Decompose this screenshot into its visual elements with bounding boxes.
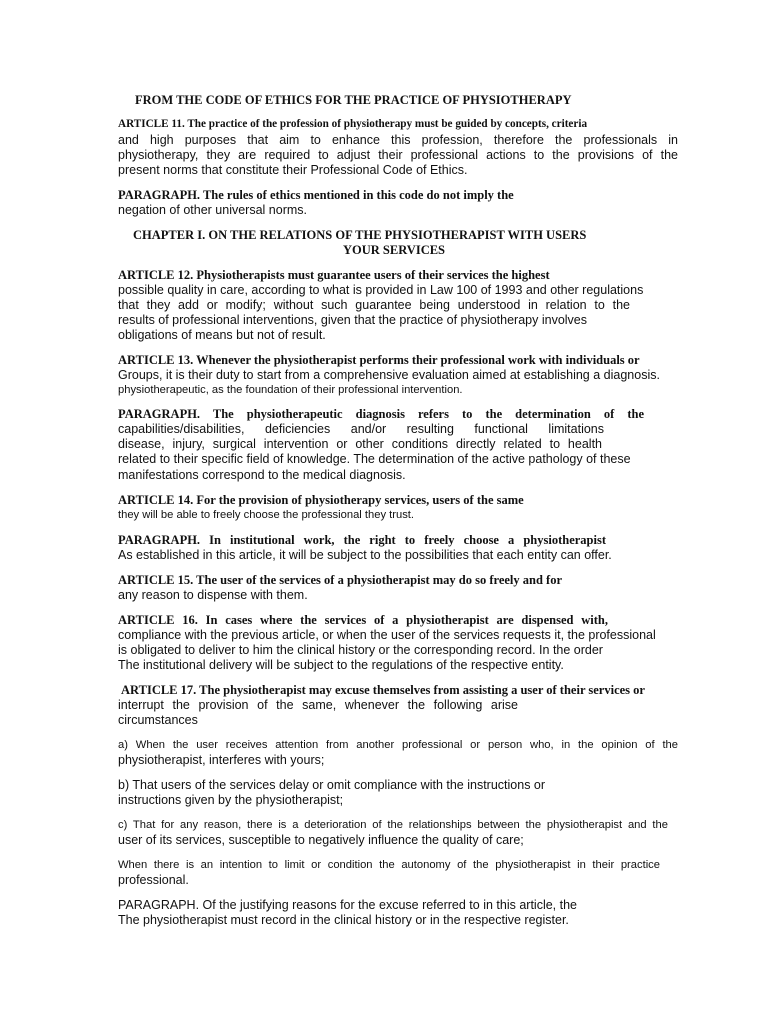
article-12-line: that they add or modify; without such guarantee being understood in relation to the bbox=[118, 298, 630, 312]
document-title: FROM THE CODE OF ETHICS FOR THE PRACTICE OF PHYSIOTHERAPY bbox=[135, 93, 572, 107]
article-12-line: results of professional interventions, given that the practice of physiotherapy involves bbox=[118, 313, 588, 327]
list-item-c: c) That for any reason, there is a deterioration of the relationships between the physiotherapist and the bbox=[118, 819, 668, 831]
paragraph-17-line: The physiotherapist must record in the clinical history or in the respective register. bbox=[118, 913, 569, 927]
article-17-line: circumstances bbox=[118, 713, 198, 727]
article-13-line: Groups, it is their duty to start from a comprehensive evaluation aimed at establishing a diagnosis. bbox=[118, 368, 660, 382]
article-17-line: interrupt the provision of the same, whenever the following arise bbox=[118, 698, 518, 712]
list-item-b: instructions given by the physiotherapist; bbox=[118, 793, 344, 807]
paragraph-11-line: PARAGRAPH. The rules of ethics mentioned in this code do not imply the bbox=[118, 188, 514, 202]
paragraph-17-line: PARAGRAPH. Of the justifying reasons for the excuse referred to in this article, the bbox=[118, 898, 577, 912]
article-11-line: ARTICLE 11. The practice of the profession of physiotherapy must be guided by concepts, criteria bbox=[118, 118, 588, 130]
paragraph-13-line: disease, injury, surgical intervention or other conditions directly related to health bbox=[118, 437, 602, 451]
list-item-d: When there is an intention to limit or condition the autonomy of the physiotherapist in their practice bbox=[118, 859, 660, 871]
article-12-line: ARTICLE 12. Physiotherapists must guarantee users of their services the highest bbox=[118, 268, 550, 282]
article-14-line: they will be able to freely choose the professional they trust. bbox=[118, 509, 415, 521]
chapter-heading: YOUR SERVICES bbox=[343, 243, 446, 257]
list-item-a: physiotherapist, interferes with yours; bbox=[118, 753, 325, 767]
article-13-line: physiotherapeutic, as the foundation of their professional intervention. bbox=[118, 384, 463, 396]
paragraph-11-line: negation of other universal norms. bbox=[118, 203, 307, 217]
article-13-line: ARTICLE 13. Whenever the physiotherapist performs their professional work with individuals or bbox=[118, 353, 640, 367]
list-item-b: b) That users of the services delay or omit compliance with the instructions or bbox=[118, 778, 546, 792]
article-12-line: possible quality in care, according to what is provided in Law 100 of 1993 and other regulations bbox=[118, 283, 644, 297]
article-15-line: ARTICLE 15. The user of the services of a physiotherapist may do so freely and for bbox=[118, 573, 563, 587]
article-16-line: The institutional delivery will be subject to the regulations of the respective entity. bbox=[118, 658, 564, 672]
article-14-line: ARTICLE 14. For the provision of physiotherapy services, users of the same bbox=[118, 493, 524, 507]
chapter-heading: CHAPTER I. ON THE RELATIONS OF THE PHYSIOTHERAPIST WITH USERS bbox=[133, 228, 587, 242]
paragraph-13-line: PARAGRAPH. The physiotherapeutic diagnosis refers to the determination of the bbox=[118, 407, 644, 421]
article-16-line: compliance with the previous article, or when the user of the services requests it, the professional bbox=[118, 628, 656, 642]
list-item-d: professional. bbox=[118, 873, 189, 887]
article-11-line: present norms that constitute their Professional Code of Ethics. bbox=[118, 163, 468, 177]
article-11-line: physiotherapy, they are required to adjust their professional actions to the provisions of the bbox=[118, 148, 678, 162]
paragraph-14-line: PARAGRAPH. In institutional work, the right to freely choose a physiotherapist bbox=[118, 533, 606, 547]
article-16-line: ARTICLE 16. In cases where the services of a physiotherapist are dispensed with, bbox=[118, 613, 608, 627]
article-15-line: any reason to dispense with them. bbox=[118, 588, 308, 602]
list-item-c: user of its services, susceptible to negatively influence the quality of care; bbox=[118, 833, 524, 847]
article-17-line: ARTICLE 17. The physiotherapist may excuse themselves from assisting a user of their services or bbox=[121, 683, 645, 697]
article-16-line: is obligated to deliver to him the clinical history or the corresponding record. In the order bbox=[118, 643, 603, 657]
paragraph-13-line: capabilities/disabilities, deficiencies and/or resulting functional limitations bbox=[118, 422, 604, 436]
article-11-line: and high purposes that aim to enhance this profession, therefore the professionals in bbox=[118, 133, 678, 147]
paragraph-13-line: manifestations correspond to the medical diagnosis. bbox=[118, 468, 406, 482]
list-item-a: a) When the user receives attention from another professional or person who, in the opinion of the bbox=[118, 739, 678, 751]
paragraph-13-line: related to their specific field of knowledge. The determination of the active pathology of these bbox=[118, 452, 631, 466]
paragraph-14-line: As established in this article, it will be subject to the possibilities that each entity can offer. bbox=[118, 548, 612, 562]
article-12-line: obligations of means but not of result. bbox=[118, 328, 326, 342]
